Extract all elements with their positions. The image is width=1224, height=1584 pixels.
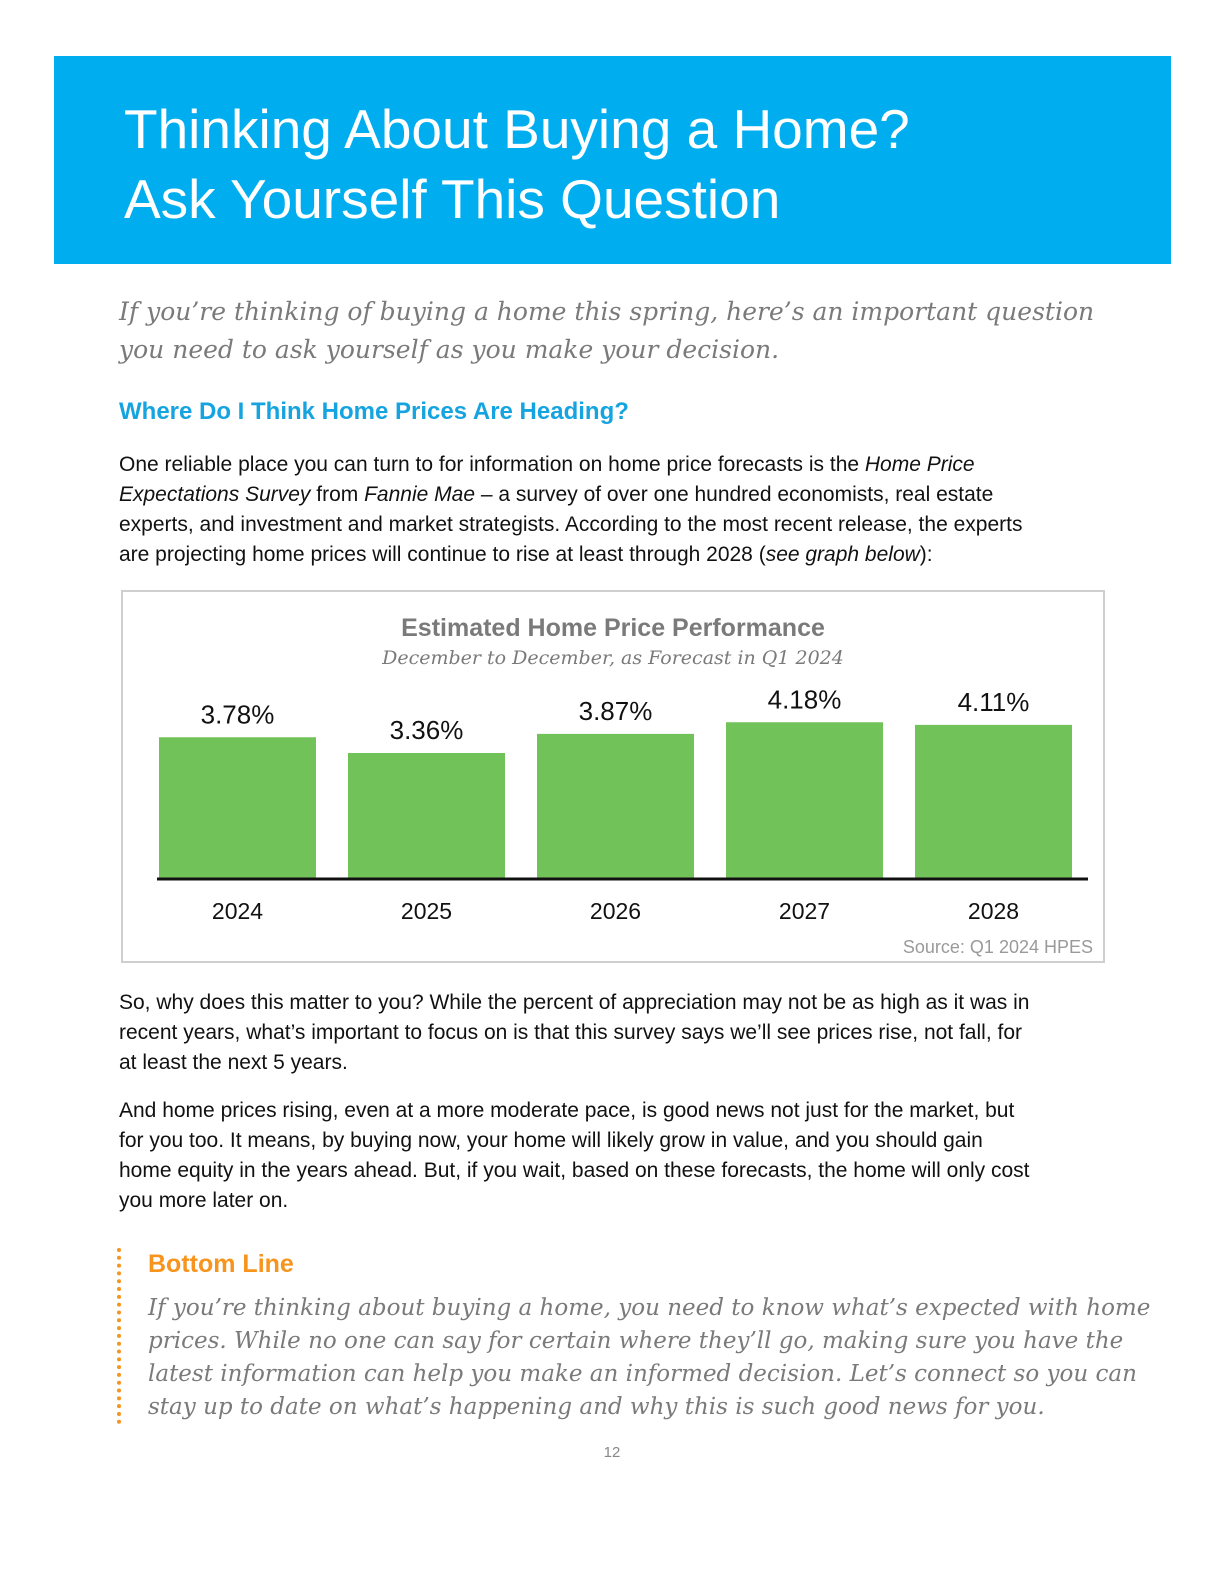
bar-2024 [159,737,316,879]
bottom-line-accent-bar [117,1248,127,1424]
intro-line-2: you need to ask yourself as you make your decision. [119,335,780,364]
text-run: – a survey of over one hundred economists, real estate [475,483,994,506]
text-run: One reliable place you can turn to for information on home price forecasts is the [119,453,865,476]
paragraph-1-line-4 [119,540,1119,570]
page-title [124,94,910,234]
paragraph-3-line-4: you more later on. [119,1189,289,1212]
paragraph-3-line-1: And home prices rising, even at a more moderate pace, is good news not just for the market, but [119,1099,1015,1122]
bottom-line-line-1: If you’re thinking about buying a home, you need to know what’s expected with home [148,1295,1151,1321]
x-tick-2025: 2025 [400,898,453,924]
page-number: 12 [603,1444,621,1461]
page-title-line-1: Thinking About Buying a Home? [124,98,910,160]
paragraph-3-line-2: for you too. It means, by buying now, your home will likely grow in value, and you should gain [119,1129,983,1152]
section-heading: Where Do I Think Home Prices Are Heading? [119,398,629,425]
bar-2025 [348,753,505,879]
chart-source: Source: Q1 2024 HPES [902,937,1093,957]
value-label-2024: 3.78% [200,699,275,730]
bottom-line-heading: Bottom Line [148,1250,294,1278]
text-run: ): [919,543,933,566]
paragraph-3-line-3: home equity in the years ahead. But, if you wait, based on these forecasts, the home will only cost [119,1159,1030,1182]
chart-canvas [123,592,1103,961]
chart-title: Estimated Home Price Performance [401,614,825,642]
bottom-line-line-2: prices. While no one can say for certain where they’ll go, making sure you have the [148,1328,1124,1354]
bar-2026 [537,734,694,879]
home-price-chart [121,590,1105,963]
chart-bars [159,684,1072,924]
graph-reference: see graph below [765,543,920,566]
text-run: are projecting home prices will continue to rise at least through 2028 ( [119,543,766,566]
survey-name-part-2: Expectations Survey [119,483,311,506]
paragraph-1-line-3: experts, and investment and market strategists. According to the most recent release, the experts [119,513,1023,536]
bottom-line-text [148,1292,1151,1424]
chart-subtitle: December to December, as Forecast in Q1 2024 [382,647,844,669]
source-name: Fannie Mae [364,483,476,506]
x-tick-2024: 2024 [211,898,264,924]
intro-text [119,293,1109,369]
x-tick-2027: 2027 [778,898,831,924]
paragraph-2-line-3: at least the next 5 years. [119,1051,348,1074]
paragraph-1-line-2 [119,480,1119,510]
value-label-2026: 3.87% [578,695,653,726]
bar-2027 [726,722,883,879]
bar-2028 [915,725,1072,879]
title-banner [54,56,1171,264]
paragraph-2-line-1: So, why does this matter to you? While the percent of appreciation may not be as high as it was in [119,991,1030,1014]
paragraph-3 [119,1096,1119,1216]
value-label-2028: 4.11% [957,686,1030,717]
survey-name-part-1: Home Price [864,453,975,476]
intro-line-1: If you’re thinking of buying a home this spring, here’s an important question [119,297,1095,326]
bottom-line-line-4: stay up to date on what’s happening and why this is such good news for you. [148,1394,1045,1420]
bottom-line-line-3: latest information can help you make an informed decision. Let’s connect so you can [148,1361,1137,1387]
paragraph-1 [119,450,1119,570]
x-tick-2026: 2026 [589,898,642,924]
value-label-2025: 3.36% [389,715,464,745]
x-tick-2028: 2028 [967,898,1020,924]
paragraph-2 [119,988,1119,1078]
paragraph-2-line-2: recent years, what’s important to focus on is that this survey says we’ll see prices rise, not fall, for [119,1021,1022,1044]
value-label-2027: 4.18% [767,684,842,715]
text-run: from [310,483,365,506]
page-title-line-2: Ask Yourself This Question [124,168,781,230]
paragraph-1-line-1 [119,450,1119,480]
